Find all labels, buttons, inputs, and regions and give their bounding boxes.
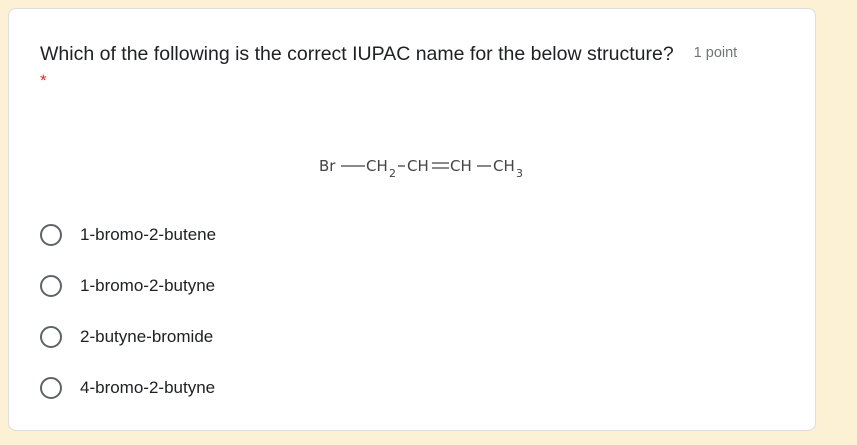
question-card <box>8 8 816 431</box>
chemical-structure-image <box>309 147 539 187</box>
question-title: Which of the following is the correct IUPAC name for the below structure? <box>40 43 674 65</box>
option-4[interactable] <box>39 362 216 413</box>
structure-atom-br: Br <box>319 157 336 175</box>
required-asterisk: * <box>40 71 47 90</box>
radio-button[interactable] <box>40 275 62 297</box>
radio-button[interactable] <box>40 326 62 348</box>
option-2[interactable] <box>39 260 216 311</box>
option-1[interactable] <box>39 209 216 260</box>
option-label: 4-bromo-2-butyne <box>80 377 216 397</box>
structure-group-ch3: CH <box>493 157 515 175</box>
answer-options <box>39 209 216 413</box>
option-label: 2-butyne-bromide <box>80 326 214 346</box>
option-label: 1-bromo-2-butyne <box>80 275 216 295</box>
structure-group-ch-2: CH <box>450 157 472 175</box>
structure-group-ch2: CH <box>366 157 388 175</box>
option-3[interactable] <box>39 311 216 362</box>
structure-group-ch-1: CH <box>407 157 429 175</box>
radio-button[interactable] <box>40 224 62 246</box>
structure-subscript-3: 3 <box>516 167 523 180</box>
option-label: 1-bromo-2-butene <box>80 224 217 244</box>
radio-button[interactable] <box>40 377 62 399</box>
points-label: 1 point <box>693 45 738 61</box>
structure-subscript-2: 2 <box>389 167 396 180</box>
question-header <box>40 41 800 67</box>
